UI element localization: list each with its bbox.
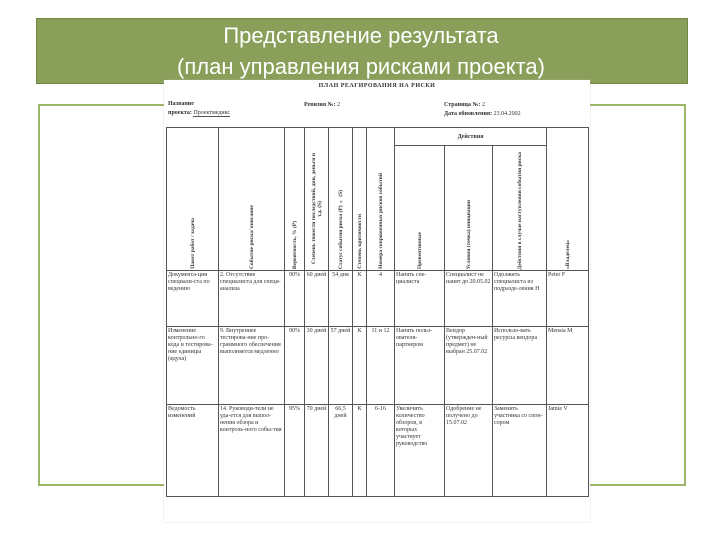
cell-probability: 90% [285,271,305,327]
risk-table [166,127,589,497]
header-actions: Действия [395,128,547,146]
cell-conditions: Одобрение не получено до 15.07.02 [445,405,493,497]
cell-package: Документа-ция специали-ста по ведению [167,271,219,327]
cell-numbers: 6-16 [367,405,395,497]
cell-status: 54 дня [329,271,353,327]
slide-title-line1: Представление результата [223,23,499,48]
cell-preventive: Увеличить количество обзоров, в которых участвует руководство [395,405,445,497]
cell-event: 2. Отсутствие специалиста для специ-анализа [219,271,285,327]
cell-numbers: 4 [367,271,395,327]
header-response: Действия в случае наступления события риска [493,146,547,271]
revision-field: Ревизия №: 2 [304,102,341,108]
cell-numbers: 11 и 12 [367,327,395,405]
cell-status: 66,5 дней [329,405,353,497]
cell-owner: Mensta M [547,327,589,405]
cell-severity: 60 дней [305,271,329,327]
header-status: Статус события риска (Р) × (S) [329,128,353,271]
cell-response: Использо-вать ресурсы вендора [493,327,547,405]
header-owner: «Владелец» [547,128,589,271]
slide-title [36,20,686,82]
cell-owner: Peter F [547,271,589,327]
decorative-frame-left [38,104,166,486]
decorative-frame-right [588,104,686,486]
slide-title-line2: (план управления рисками проекта) [177,54,545,79]
cell-critical: К [353,405,367,497]
risk-plan-document [164,80,590,522]
header-conditions: Условия (точка) инициации [445,146,493,271]
header-event: Событие риска/ описание [219,128,285,271]
cell-package: Ведомость изменений [167,405,219,497]
header-critical: Степень критичности [353,128,367,271]
cell-response: Заменить участника со спон-сором [493,405,547,497]
cell-critical: К [353,271,367,327]
header-package: Пакет работ / задача [167,128,219,271]
cell-critical: К [353,327,367,405]
cell-event: 14. Руководи-тели не уда-ется для выпол-нения обзора и контроль-ного собы-тия [219,405,285,497]
header-probability: Вероятность, % (Р) [285,128,305,271]
cell-owner: Jamie V [547,405,589,497]
cell-preventive: Нанять польз-ователя-партнером [395,327,445,405]
cell-response: Одолжить специалиста из подразде-ления Н [493,271,547,327]
cell-conditions: Вендор (утвержден-ный предмет) не выбран 25.07.02 [445,327,493,405]
cell-conditions: Специалист не нанят до 20.05.02 [445,271,493,327]
cell-status: 57 дней [329,327,353,405]
header-row-top [167,128,589,146]
header-preventive: Превентивные [395,146,445,271]
table-row [167,271,589,327]
cell-severity: 70 дней [305,405,329,497]
cell-preventive: Нанять спе-циалиста [395,271,445,327]
name-label: Название [168,101,194,107]
table-row [167,405,589,497]
header-numbers: Номера сопряженных рисков событий [367,128,395,271]
cell-probability: 95% [285,405,305,497]
cell-probability: 90% [285,327,305,405]
document-title: ПЛАН РЕАГИРОВАНИЯ НА РИСКИ [318,83,436,89]
cell-event: 9. Внутреннее тестирова-ние про-граммного обеспечения выполняется медленно [219,327,285,405]
cell-severity: 30 дней [305,327,329,405]
cell-package: Изменение контрольно-го кода и тестирова-ние единицы (ядула) [167,327,219,405]
table-row [167,327,589,405]
project-field: проекта: Проектмедикс [168,110,231,116]
page-field: Страница №: 2 [444,102,486,108]
date-field: Дата обновления: 23.04.2002 [444,111,521,117]
header-severity: Степень тяжести последствий, дни, деньги и т.д. (S) [305,128,329,271]
